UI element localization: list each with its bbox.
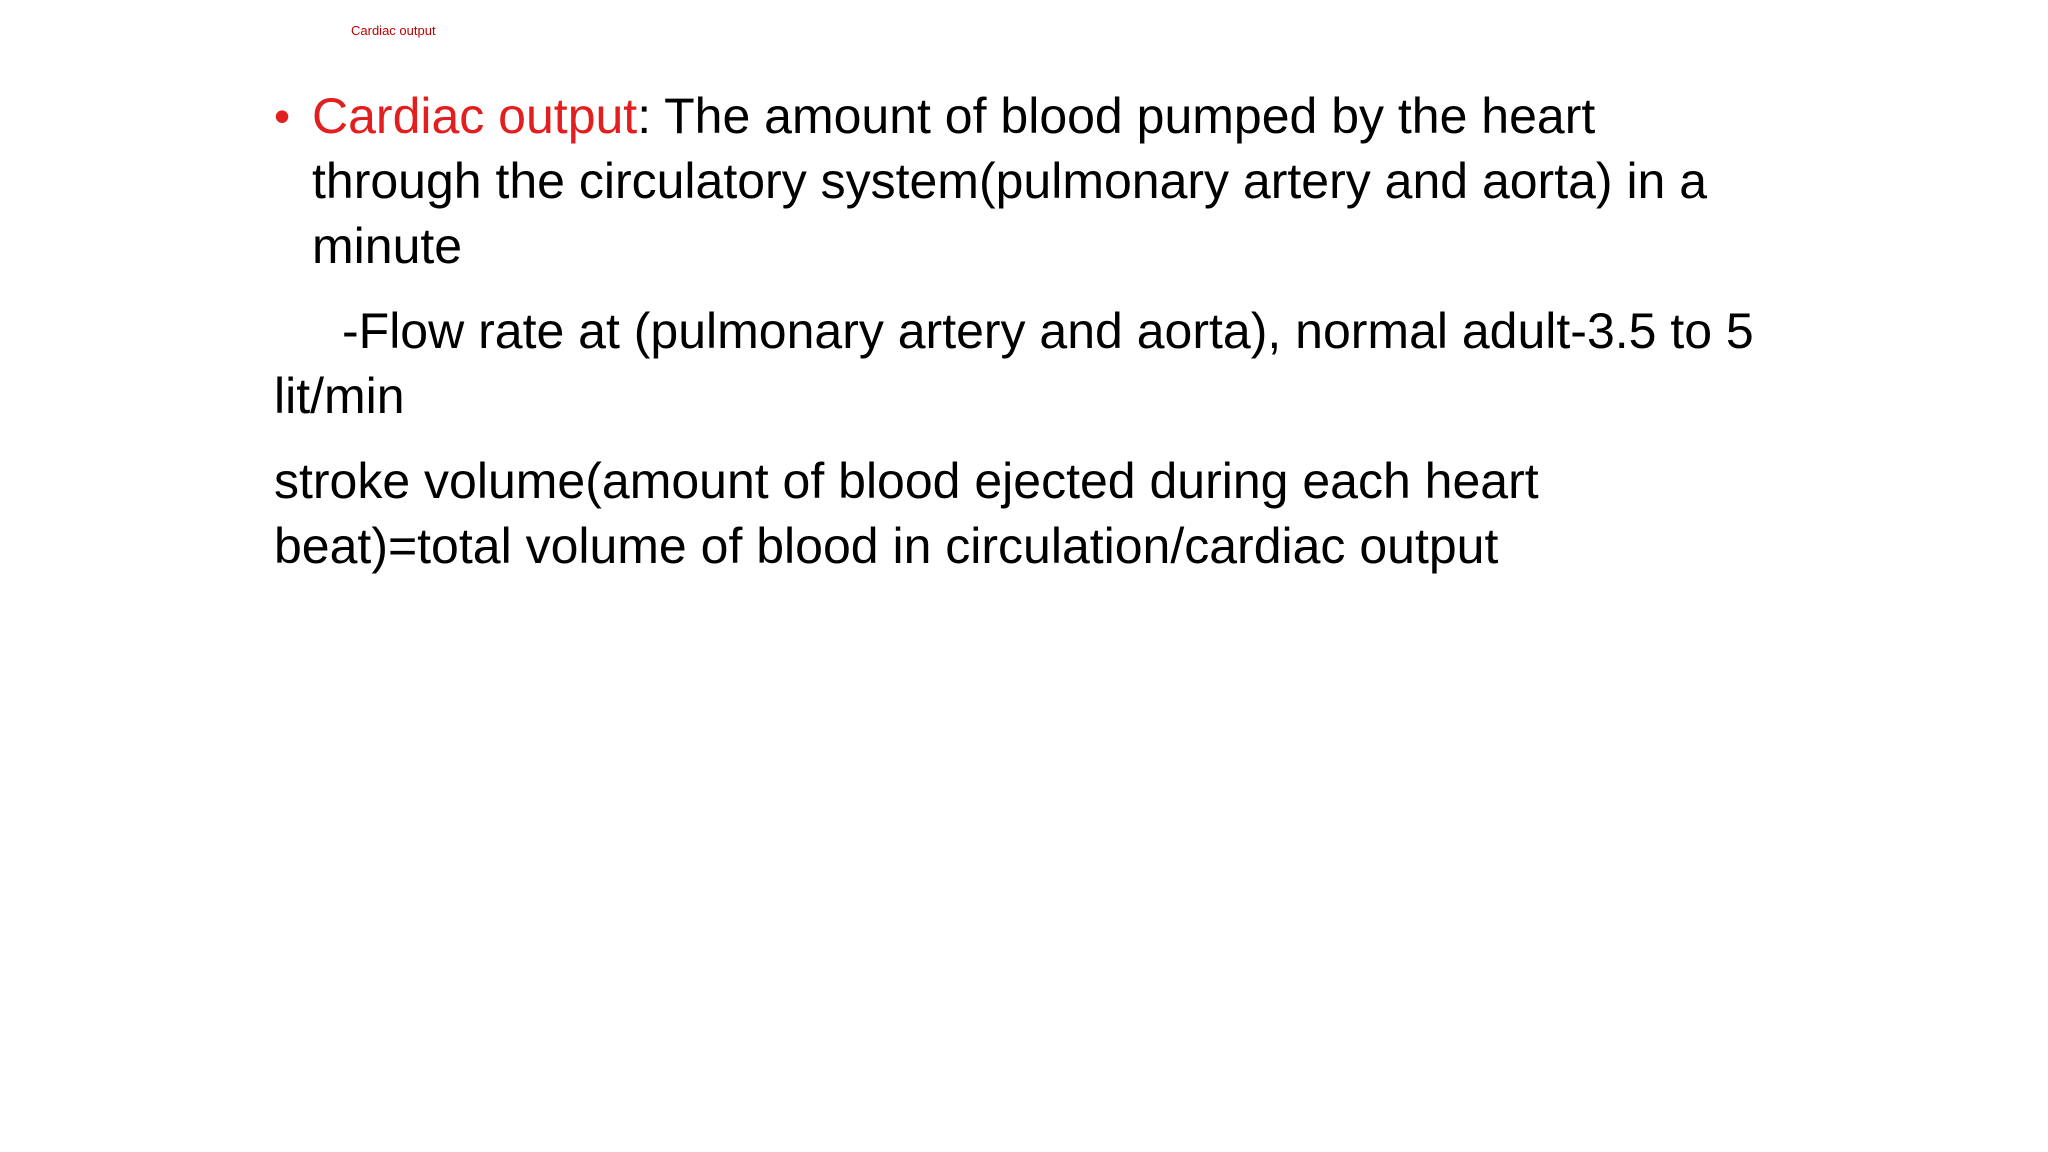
term-cardiac-output: Cardiac output: [312, 88, 638, 144]
slide-title: Cardiac output: [351, 23, 436, 38]
flow-rate-paragraph: -Flow rate at (pulmonary artery and aorta), normal adult-3.5 to 5 lit/min: [274, 303, 1754, 424]
slide-content: [274, 84, 1774, 599]
term-separator: :: [637, 88, 652, 144]
definition-text: The amount of blood pumped by the heart through the circulatory system(pulmonary artery and aorta) in a minute: [312, 88, 1708, 274]
bullet-dot-icon: •: [274, 90, 291, 142]
stroke-volume-paragraph: stroke volume(amount of blood ejected during each heart beat)=total volume of blood in circulation/cardiac output: [274, 453, 1539, 574]
definition-bullet: [274, 84, 1774, 279]
